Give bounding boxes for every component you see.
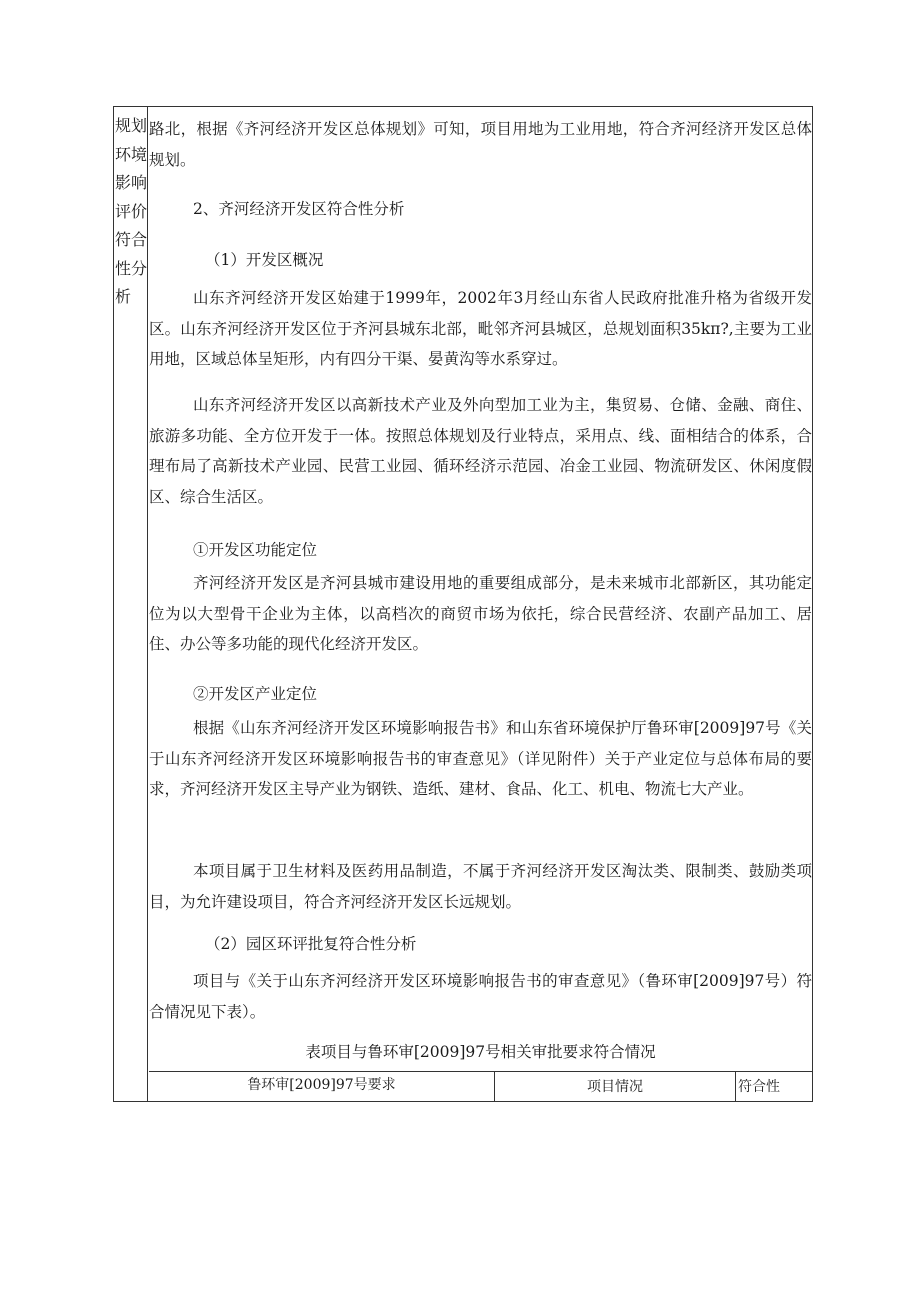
side-label-column	[115, 112, 147, 312]
paragraph-industry: 根据《山东齐河经济开发区环境影响报告书》和山东省环境保护厅鲁环审[2009]97号《关于山东齐河经济开发区环境影响报告书的审查意见》（详见附件）关于产业定位与总体布局的要求，齐河经济开发区主导产业为钢铁、造纸、建材、食品、化工、机电、物流七大产业。	[149, 719, 812, 798]
paragraph-project: 本项目属于卫生材料及医药用品制造，不属于齐河经济开发区淘汰类、限制类、鼓励类项目，为允许建设项目，符合齐河经济开发区长远规划。	[149, 862, 812, 911]
table-header-requirement: 鲁环审[2009]97号要求	[149, 1072, 495, 1102]
table-header-compliance: 符合性	[738, 1079, 780, 1095]
table-header-project: 项目情况	[495, 1072, 736, 1102]
side-label-line: 规划	[115, 116, 148, 135]
column-divider	[147, 106, 148, 1102]
side-label-line: 环境	[115, 144, 148, 164]
subheading-function: ①开发区功能定位	[193, 541, 318, 559]
paragraph-function: 齐河经济开发区是齐河县城市建设用地的重要组成部分，是未来城市北部新区，其功能定位为以大型骨干企业为主体，以高档次的商贸市场为依托，综合民营经济、农副产品加工、居住、办公等多功能的现代化经济开发区。	[149, 574, 812, 653]
paragraph-overview: 山东齐河经济开发区始建于1999年，2002年3月经山东省人民政府批准升格为省级开发区。山东齐河经济开发区位于齐河县城东北部，毗邻齐河县城区，总规划面积35kπ?,主要为工业用地，区域总体呈矩形，内有四分干渠、晏黄沟等水系穿过。	[149, 289, 812, 368]
paragraph-continuation: 路北，根据《齐河经济开发区总体规划》可知，项目用地为工业用地，符合齐河经济开发区总体规划。	[149, 120, 812, 169]
section-heading-2: 2、齐河经济开发区符合性分析	[193, 200, 405, 218]
subheading-approval: （2）园区环评批复符合性分析	[205, 935, 417, 953]
compliance-table-header	[149, 1071, 812, 1102]
paragraph-approval: 项目与《关于山东齐河经济开发区环境影响报告书的审查意见》（鲁环审[2009]97号）符合情况见下表）。	[149, 972, 812, 1021]
side-label-line: 影响	[115, 173, 148, 192]
table-caption: 表项目与鲁环审[2009]97号相关审批要求符合情况	[305, 1043, 656, 1061]
side-label-line: 评价	[115, 201, 148, 221]
side-label-line: 性分	[115, 258, 148, 278]
subheading-overview: （1）开发区概况	[205, 251, 324, 269]
side-label-line: 析	[115, 287, 132, 306]
subheading-industry: ②开发区产业定位	[193, 685, 318, 703]
paragraph-layout: 山东齐河经济开发区以高新技术产业及外向型加工业为主，集贸易、仓储、金融、商住、旅游多功能、全方位开发于一体。按照总体规划及行业特点，采用点、线、面相结合的体系，合理布局了高新技术产业园、民营工业园、循环经济示范园、冶金工业园、物流研发区、休闲度假区、综合生活区。	[149, 396, 812, 506]
side-label-line: 符合	[115, 230, 148, 249]
